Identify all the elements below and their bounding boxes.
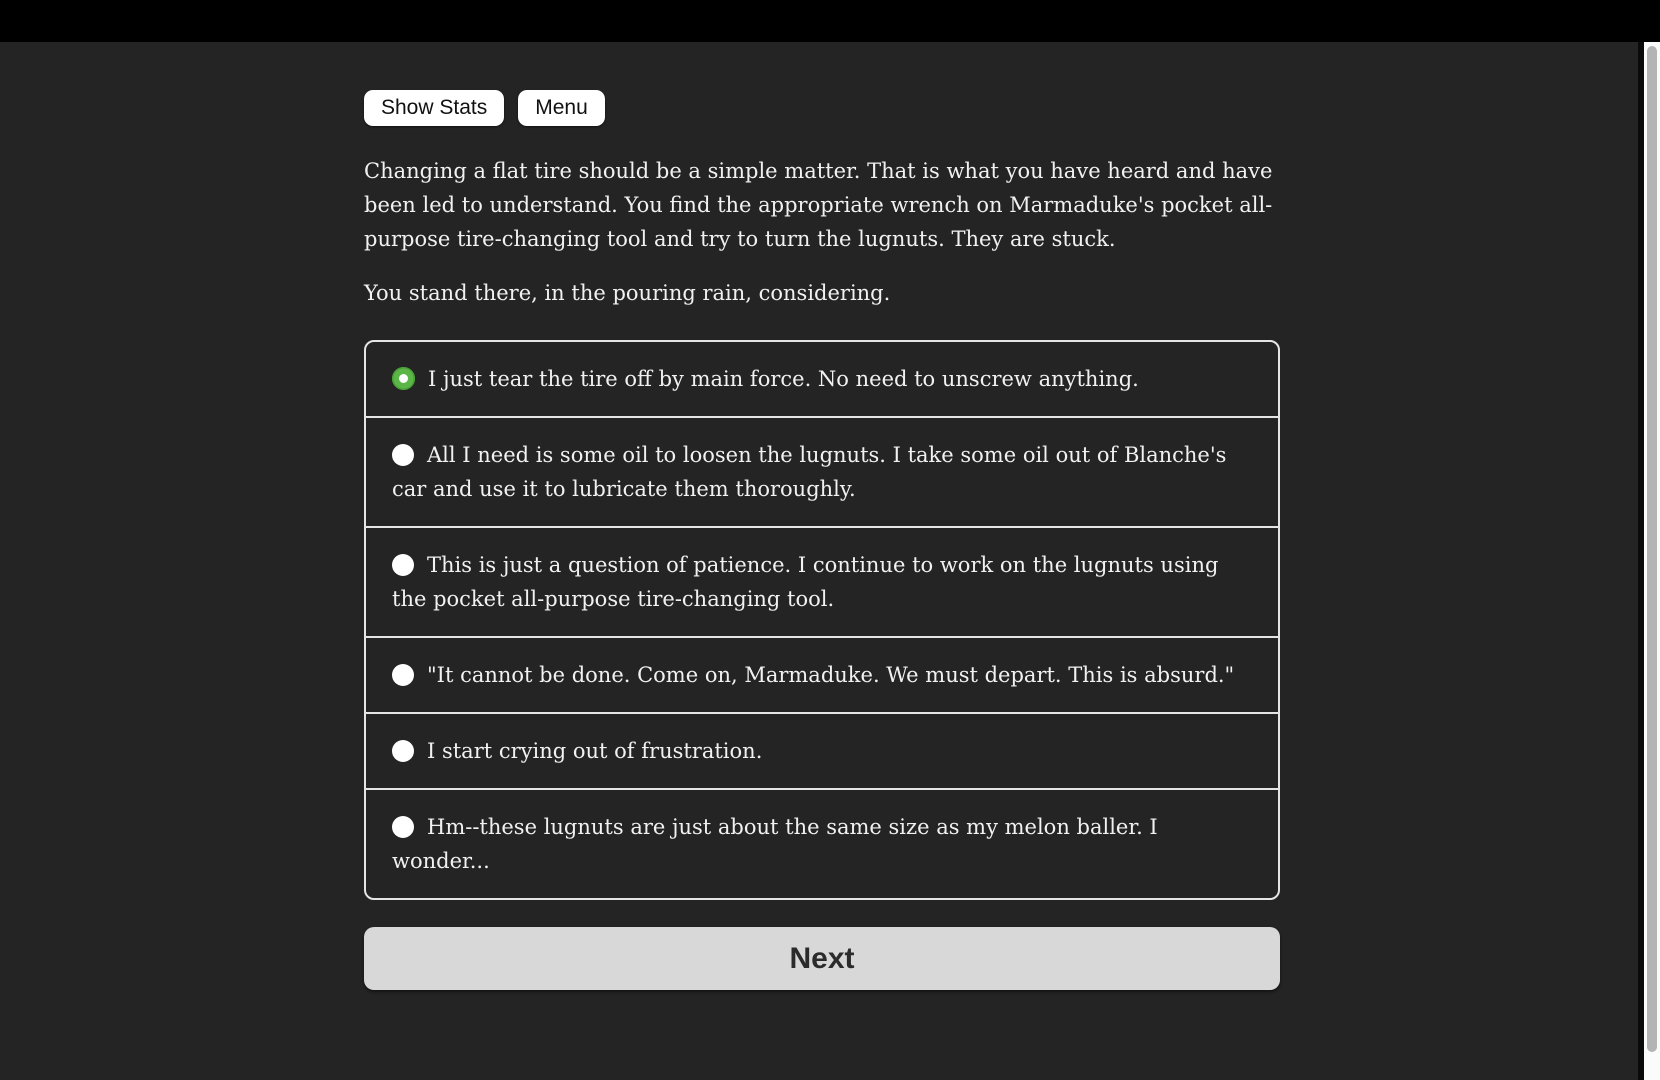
option-label: I start crying out of frustration. bbox=[427, 739, 763, 763]
option-label: Hm--these lugnuts are just about the same size as my melon baller. I wonder... bbox=[392, 815, 1158, 873]
radio-button-icon[interactable] bbox=[392, 367, 415, 390]
radio-button-icon[interactable] bbox=[392, 444, 414, 466]
choice-option[interactable] bbox=[366, 526, 1278, 636]
scrollbar-thumb[interactable] bbox=[1647, 46, 1657, 1052]
choice-option[interactable] bbox=[366, 636, 1278, 712]
radio-button-icon[interactable] bbox=[392, 664, 414, 686]
radio-dot-icon bbox=[399, 374, 408, 383]
game-content bbox=[364, 42, 1280, 990]
story-paragraph: You stand there, in the pouring rain, considering. bbox=[364, 281, 891, 305]
choice-list bbox=[364, 340, 1280, 900]
story-paragraph: Changing a flat tire should be a simple matter. That is what you have heard and have been led to understand. You find the appropriate wrench on Marmaduke's pocket all-purpose tire-changing tool and try to turn the lugnuts. They are stuck. bbox=[364, 159, 1273, 251]
top-black-bar bbox=[0, 0, 1660, 42]
menu-button[interactable]: Menu bbox=[518, 90, 605, 126]
choice-option[interactable] bbox=[366, 416, 1278, 526]
radio-button-icon[interactable] bbox=[392, 554, 414, 576]
radio-button-icon[interactable] bbox=[392, 816, 414, 838]
choice-option[interactable] bbox=[366, 712, 1278, 788]
story-text bbox=[364, 154, 1280, 310]
option-label: I just tear the tire off by main force. No need to unscrew anything. bbox=[428, 367, 1139, 391]
choice-option[interactable] bbox=[366, 342, 1278, 416]
choice-option[interactable] bbox=[366, 788, 1278, 898]
option-label: This is just a question of patience. I continue to work on the lugnuts using the pocket all-purpose tire-changing tool. bbox=[392, 553, 1219, 611]
show-stats-button[interactable]: Show Stats bbox=[364, 90, 504, 126]
option-label: "It cannot be done. Come on, Marmaduke. We must depart. This is absurd." bbox=[427, 663, 1235, 687]
next-button[interactable]: Next bbox=[364, 927, 1280, 990]
option-label: All I need is some oil to loosen the lugnuts. I take some oil out of Blanche's car and use it to lubricate them thoroughly. bbox=[392, 443, 1227, 501]
scrollbar-track[interactable] bbox=[1644, 42, 1660, 1080]
radio-button-icon[interactable] bbox=[392, 740, 414, 762]
toolbar bbox=[364, 90, 1280, 126]
